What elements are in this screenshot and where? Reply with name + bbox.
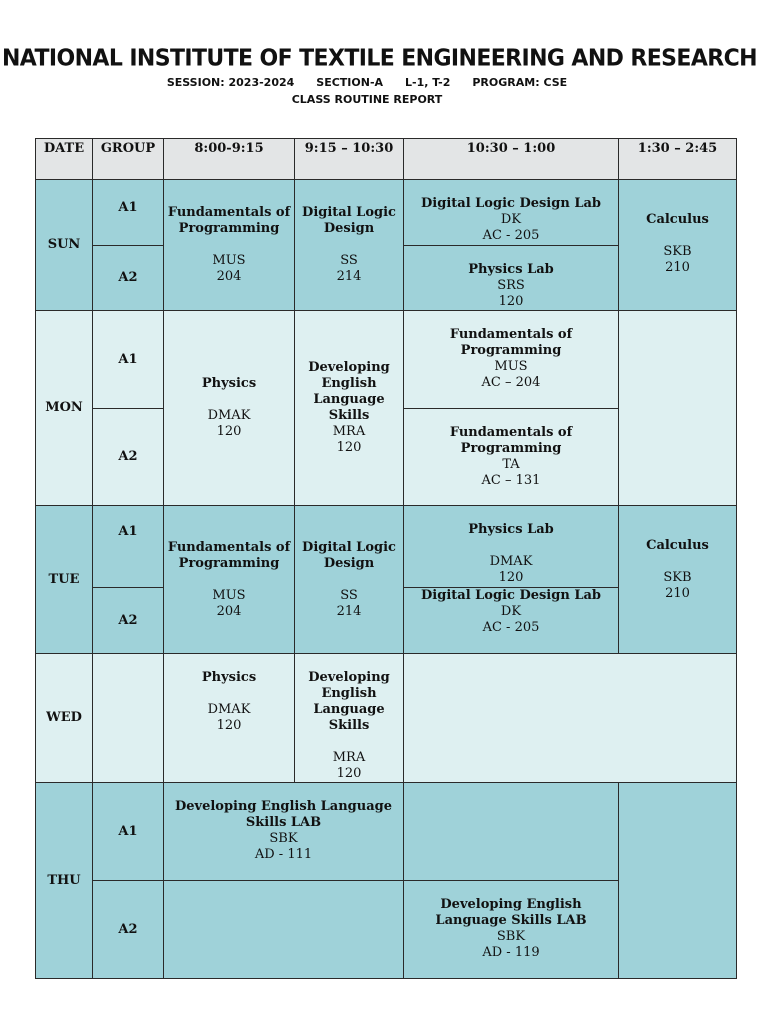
column-header: 9:15 – 10:30 [295,139,404,180]
column-header: DATE [36,139,93,180]
group-cell: A1 [93,783,164,881]
class-cell: Developing English Language Skills MRA 120 [295,311,404,506]
lab-cell: Physics Lab DMAK 120 [404,506,619,588]
lab-cell: Developing English Language Skills LAB SBK AD - 111 [164,783,404,881]
table-row [36,783,737,881]
group-cell: A2 [93,881,164,979]
routine-meta [0,76,734,89]
group-cell: A1 [93,311,164,409]
program-label: PROGRAM: CSE [472,76,568,89]
day-cell: WED [36,654,93,783]
class-cell: Physics DMAK 120 [164,654,295,783]
group-cell: A2 [93,409,164,506]
lab-cell: Digital Logic Design Lab DK AC - 205 [404,180,619,246]
table-row [36,654,737,783]
empty-cell [93,654,164,783]
day-cell: MON [36,311,93,506]
lab-cell: Fundamentals of Programming MUS AC – 204 [404,311,619,409]
group-cell: A1 [93,180,164,246]
day-cell: SUN [36,180,93,311]
table-row [36,311,737,409]
session-label: SESSION: 2023-2024 [166,76,295,89]
empty-cell [404,783,619,881]
class-cell: Digital Logic Design SS 214 [295,506,404,654]
day-cell: TUE [36,506,93,654]
class-cell: Fundamentals of Programming MUS 204 [164,180,295,311]
class-cell: Developing English Language Skills MRA 120 [295,654,404,783]
table-row [36,506,737,588]
empty-cell [164,881,404,979]
table-header-row [36,139,737,180]
empty-cell [619,311,737,506]
group-cell: A2 [93,588,164,654]
column-header: 8:00-9:15 [164,139,295,180]
report-title: CLASS ROUTINE REPORT [291,93,443,106]
lab-cell: Digital Logic Design Lab DK AC - 205 [404,588,619,654]
lab-cell: Fundamentals of Programming TA AC – 131 [404,409,619,506]
group-cell: A1 [93,506,164,588]
class-cell: Fundamentals of Programming MUS 204 [164,506,295,654]
column-header: 1:30 – 2:45 [619,139,737,180]
column-header: GROUP [93,139,164,180]
class-cell: Calculus SKB 210 [619,180,737,311]
column-header: 10:30 – 1:00 [404,139,619,180]
empty-cell [619,783,737,979]
empty-cell [404,654,737,783]
lab-cell: Physics Lab SRS 120 [404,246,619,311]
class-cell: Calculus SKB 210 [619,506,737,654]
lab-cell: Developing English Language Skills LAB SBK AD - 119 [404,881,619,979]
level-label: L-1, T-2 [405,76,451,89]
class-routine-table [35,138,737,979]
institute-title: NATIONAL INSTITUTE OF TEXTILE ENGINEERING AND RESEARCH [2,45,757,72]
group-cell: A2 [93,246,164,311]
class-cell: Digital Logic Design SS 214 [295,180,404,311]
section-label: SECTION-A [316,76,384,89]
table-row [36,180,737,246]
class-cell: Physics DMAK 120 [164,311,295,506]
day-cell: THU [36,783,93,979]
